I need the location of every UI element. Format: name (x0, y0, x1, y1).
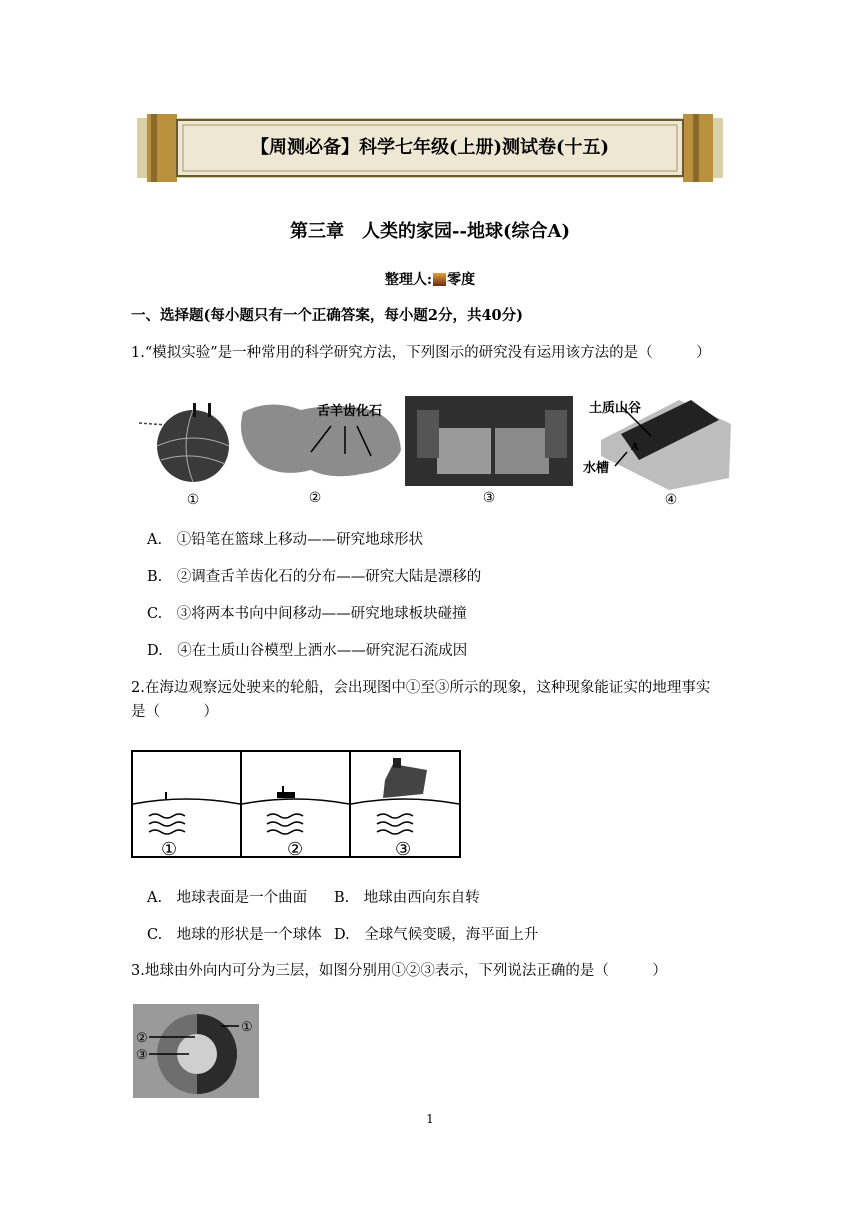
question-2-stem-line-2: 是（ ） (131, 704, 218, 720)
compiler-name: 零度 (447, 272, 476, 288)
q3-figure-label-3: ③ (136, 1048, 148, 1063)
sun-icon (433, 273, 446, 286)
q2-option-b: B. 地球由西向东自转 (334, 890, 480, 906)
section-heading: 一、选择题(每小题只有一个正确答案，每小题2分，共40分) (131, 307, 523, 324)
q1-option-a: A. ①铅笔在篮球上移动——研究地球形状 (147, 532, 424, 548)
q2-figure-label-1: ① (161, 839, 178, 860)
figure-books (405, 396, 573, 486)
valley-label: 土质山谷 (589, 401, 642, 416)
q1-option-c: C. ③将两本书向中间移动——研究地球板块碰撞 (147, 606, 467, 622)
q2-option-a: A. 地球表面是一个曲面 (147, 890, 308, 906)
q3-figure-label-2: ② (136, 1031, 148, 1046)
q2-option-c: C. 地球的形状是一个球体 (147, 927, 322, 943)
figure-basketball (139, 403, 229, 482)
fossil-label: 舌羊齿化石 (317, 404, 383, 419)
q3-figure-label-1: ① (241, 1020, 253, 1035)
q1-figure-label-1: ① (186, 492, 200, 508)
q1-option-d: D. ④在土质山谷模型上洒水——研究泥石流成因 (147, 643, 468, 659)
q1-figure-label-3: ③ (482, 490, 496, 506)
compiler-label: 整理人: (384, 272, 433, 288)
question-1-figure (131, 390, 731, 510)
question-1-stem: 1.“模拟实验”是一种常用的科学研究方法，下列图示的研究没有运用该方法的是（ ） (131, 345, 711, 361)
q1-figure-label-4: ④ (664, 492, 678, 508)
question-3-figure (133, 1004, 259, 1098)
q1-option-b: B. ②调查舌羊齿化石的分布——研究大陆是漂移的 (147, 569, 482, 585)
trough-label: 水槽 (583, 461, 610, 476)
question-2-figure (131, 750, 461, 860)
q2-figure-label-3: ③ (395, 839, 412, 860)
chapter-title: 第三章 人类的家园--地球(综合A) (290, 221, 570, 242)
page-number: 1 (426, 1112, 434, 1126)
compiler-line (0, 270, 860, 290)
q2-option-d: D. 全球气候变暖，海平面上升 (334, 927, 539, 943)
question-3-stem: 3.地球由外向内可分为三层，如图分别用①②③表示，下列说法正确的是（ ） (131, 963, 667, 979)
question-2-stem-line-1: 2.在海边观察远处驶来的轮船，会出现图中①至③所示的现象，这种现象能证实的地理事实 (131, 680, 711, 696)
q1-figure-label-2: ② (308, 490, 322, 506)
banner-title: 【周测必备】科学七年级(上册)测试卷(十五) (250, 137, 610, 158)
q2-figure-label-2: ② (287, 839, 304, 860)
valley-letter: A (631, 442, 639, 453)
